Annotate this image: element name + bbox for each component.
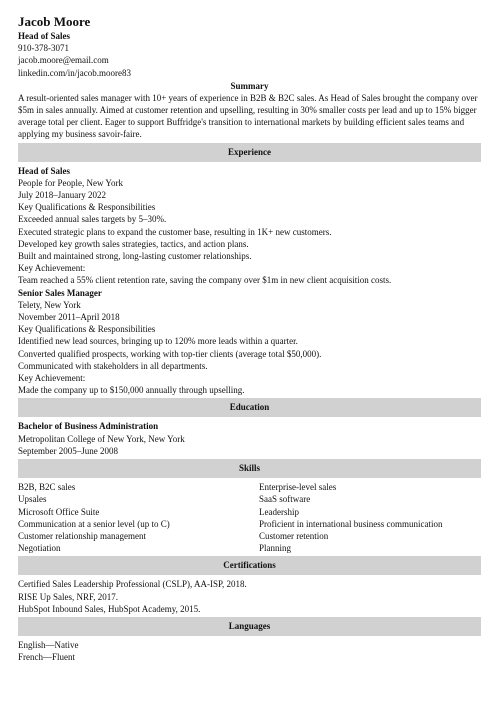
certifications-section — [18, 578, 481, 615]
school-name: Metropolitan College of New York, New York — [18, 433, 185, 444]
summary-text: A result-oriented sales manager with 10+ years of experience in B2B & B2C sales. As Head of Sales brought the company over $5m in sales annually. Aimed at customer retention and upselling, resulting in 30% smaller costs per lead and up to 15% bigger average total per client. Eager to support Buffridge's transition to international markets by building efficient sales teams and applying my business savoir-faire. — [18, 92, 478, 140]
skill-item: Planning — [259, 543, 292, 554]
skill-item: Leadership — [259, 506, 299, 517]
qualifications-heading: Key Qualifications & Responsibilities — [18, 202, 156, 213]
skill-item: Upsales — [18, 494, 47, 505]
phone-number: 910-378-3071 — [18, 43, 69, 54]
summary-heading: Summary — [230, 80, 269, 91]
job-bullet: Identified new lead sources, bringing up to 120% more leads within a quarter. — [18, 336, 298, 347]
job-company: People for People, New York — [18, 177, 123, 188]
skill-item: Microsoft Office Suite — [18, 506, 100, 517]
certifications-heading: Certifications — [18, 556, 481, 575]
languages-heading: Languages — [18, 617, 481, 636]
language-item: English—Native — [18, 639, 79, 650]
skill-item: Negotiation — [18, 543, 61, 554]
degree-name: Bachelor of Business Administration — [18, 421, 159, 432]
summary-section — [18, 80, 481, 141]
email-address: jacob.moore@email.com — [18, 55, 109, 66]
skill-item: Communication at a senior level (up to C) — [18, 518, 170, 529]
achievement-heading: Key Achievement: — [18, 263, 86, 274]
job-bullet: Developed key growth sales strategies, tactics, and action plans. — [18, 238, 249, 249]
job-title: Senior Sales Manager — [18, 287, 102, 298]
job-entry — [18, 287, 481, 397]
job-company: Telety, New York — [18, 299, 81, 310]
job-dates: July 2018–January 2022 — [18, 190, 106, 201]
skill-item: Enterprise-level sales — [259, 482, 337, 493]
achievement-text: Team reached a 55% client retention rate, saving the company over $1m in new client acquisition costs. — [18, 275, 392, 286]
achievement-text: Made the company up to $150,000 annually through upselling. — [18, 385, 245, 396]
skill-item: Proficient in international business communication — [259, 518, 443, 529]
skills-section — [18, 481, 481, 554]
job-bullet: Converted qualified prospects, working with top-tier clients (average total $50,000). — [18, 348, 322, 359]
certification-item: Certified Sales Leadership Professional (CSLP), AA-ISP, 2018. — [18, 579, 247, 590]
job-bullet: Built and maintained strong, long-lasting customer relationships. — [18, 251, 252, 262]
candidate-title: Head of Sales — [18, 31, 71, 41]
job-entry — [18, 165, 481, 287]
skill-item: Customer retention — [259, 530, 329, 541]
job-title: Head of Sales — [18, 165, 71, 176]
skill-item: B2B, B2C sales — [18, 482, 76, 493]
linkedin-url: linkedin.com/in/jacob.moore83 — [18, 67, 131, 78]
education-dates: September 2005–June 2008 — [18, 445, 118, 456]
skill-item: SaaS software — [259, 494, 311, 505]
job-bullet: Communicated with stakeholders in all departments. — [18, 360, 208, 371]
job-dates: November 2011–April 2018 — [18, 312, 120, 323]
education-heading: Education — [18, 398, 481, 417]
skills-heading: Skills — [18, 459, 481, 478]
achievement-heading: Key Achievement: — [18, 373, 86, 384]
certification-item: RISE Up Sales, NRF, 2017. — [18, 591, 119, 602]
job-bullet: Exceeded annual sales targets by 5–30%. — [18, 214, 167, 225]
experience-heading: Experience — [18, 143, 481, 162]
experience-section — [18, 165, 481, 397]
skill-item: Customer relationship management — [18, 530, 146, 541]
language-item: French—Fluent — [18, 652, 75, 663]
education-section — [18, 420, 481, 457]
qualifications-heading: Key Qualifications & Responsibilities — [18, 324, 156, 335]
job-bullet: Executed strategic plans to expand the customer base, resulting in 1K+ new customers. — [18, 226, 332, 237]
candidate-name: Jacob Moore — [18, 14, 91, 29]
resume-header — [18, 14, 481, 79]
certification-item: HubSpot Inbound Sales, HubSpot Academy, 2015. — [18, 603, 201, 614]
languages-section — [18, 639, 481, 663]
